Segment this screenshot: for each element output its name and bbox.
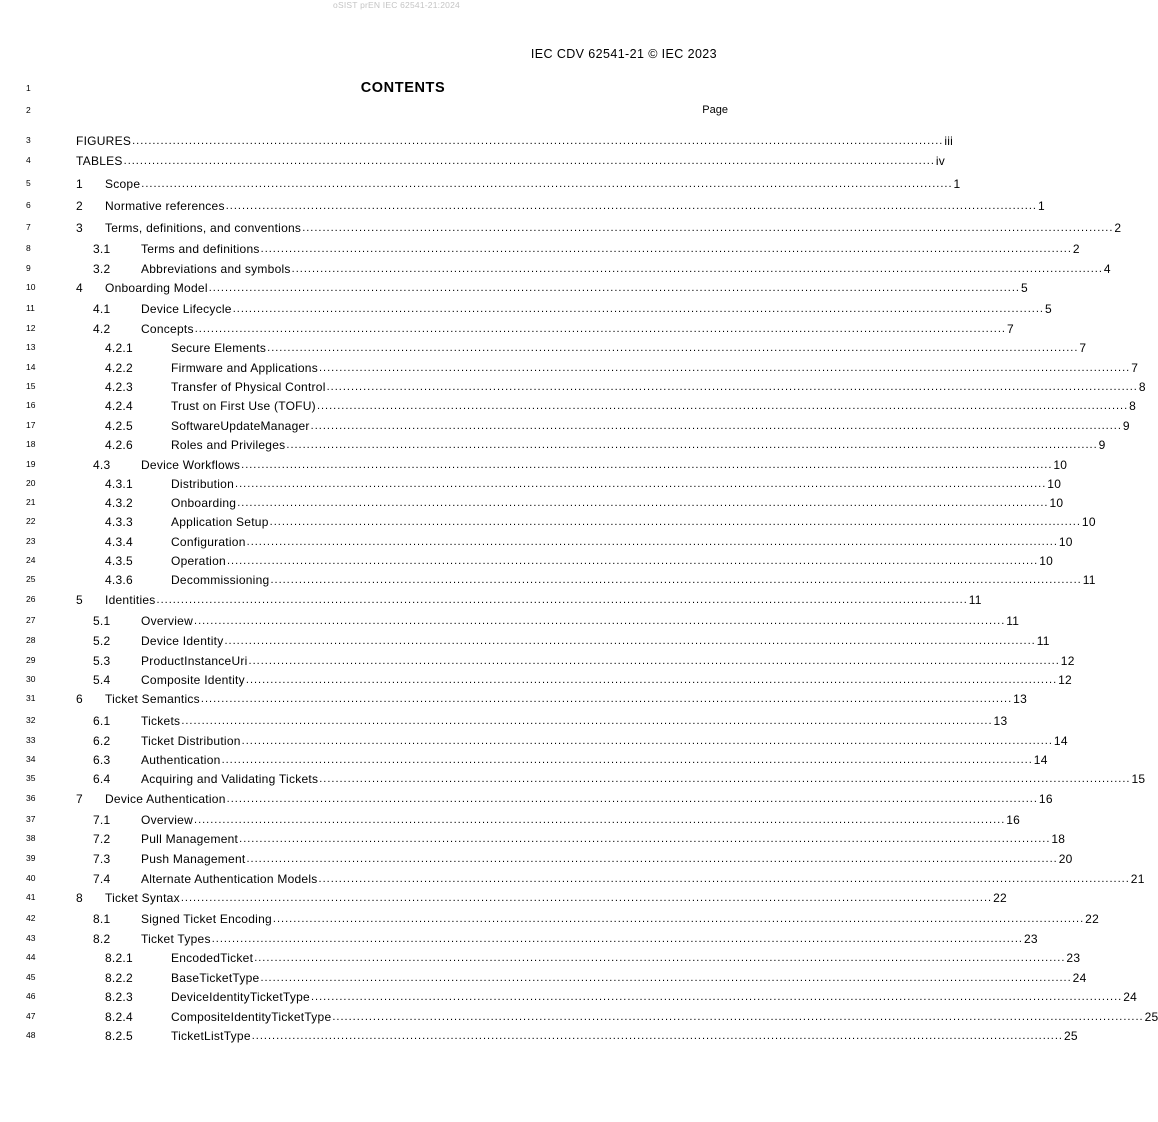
toc-entry-page: 13: [993, 714, 1008, 728]
dot-leader: ........................................................................................................................................................................................................: [291, 263, 1103, 275]
dot-leader: ........................................................................................................................................................................................................: [326, 381, 1138, 393]
toc-entry-page: 8: [1138, 380, 1146, 394]
toc-entry-title: Transfer of Physical Control: [171, 380, 326, 394]
line-number: 44: [26, 952, 36, 962]
toc-entry-page: iii: [944, 134, 954, 148]
toc-entry[interactable]: [105, 339, 1087, 355]
toc-entry[interactable]: [93, 712, 1008, 728]
dot-leader: ........................................................................................................................................................................................................: [286, 439, 1098, 451]
toc-entry[interactable]: [93, 751, 1048, 767]
toc-entry-title: Identities: [105, 593, 156, 607]
line-number: 29: [26, 655, 36, 665]
toc-entry-page: 5: [1020, 281, 1028, 295]
toc-entry-title: Overview: [141, 614, 194, 628]
line-number: 7: [26, 222, 31, 232]
toc-entry-number: 5.4: [93, 673, 111, 687]
dot-leader: ........................................................................................................................................................................................................: [194, 615, 1006, 627]
toc-entry-page: 1: [953, 177, 961, 191]
toc-entry-number: 4.2.1: [105, 341, 133, 355]
toc-entry-number: 8.2: [93, 932, 111, 946]
toc-entry-number: 4.1: [93, 302, 111, 316]
toc-entry-title: BaseTicketType: [171, 971, 260, 985]
toc-entry-page: 7: [1006, 322, 1014, 336]
line-number: 34: [26, 754, 36, 764]
dot-leader: ........................................................................................................................................................................................................: [194, 814, 1006, 826]
toc-entry-number: 4.2.3: [105, 380, 133, 394]
toc-entry-title: FIGURES: [76, 134, 132, 148]
document-header: IEC CDV 62541-21 © IEC 2023: [530, 47, 717, 61]
toc-entry-title: Normative references: [105, 199, 225, 213]
line-number: 42: [26, 913, 36, 923]
toc-entry[interactable]: [93, 850, 1073, 866]
toc-entry-page: 12: [1060, 654, 1075, 668]
dot-leader: ........................................................................................................................................................................................................: [156, 594, 968, 606]
line-number: 37: [26, 814, 36, 824]
toc-entry-number: 7: [76, 792, 83, 806]
toc-entry-title: Firmware and Applications: [171, 361, 318, 375]
toc-entry-number: 7.2: [93, 832, 111, 846]
toc-entry-page: 9: [1098, 438, 1106, 452]
toc-entry[interactable]: [105, 513, 1096, 529]
toc-entry[interactable]: [105, 494, 1064, 510]
toc-entry[interactable]: [105, 378, 1146, 394]
toc-entry-page: 11: [1036, 634, 1050, 648]
toc-entry-title: Ticket Types: [141, 932, 211, 946]
toc-entry-title: Device Lifecycle: [141, 302, 232, 316]
dot-leader: ........................................................................................................................................................................................................: [224, 635, 1036, 647]
toc-entry-number: 4.3.2: [105, 496, 133, 510]
line-number: 8: [26, 243, 31, 253]
toc-entry-title: CompositeIdentityTicketType: [171, 1010, 332, 1024]
toc-entry-number: 7.4: [93, 872, 111, 886]
dot-leader: ........................................................................................................................................................................................................: [248, 655, 1060, 667]
line-number: 3: [26, 135, 31, 145]
dot-leader: ........................................................................................................................................................................................................: [211, 933, 1023, 945]
toc-entry-page: 5: [1044, 302, 1052, 316]
line-number: 1: [26, 83, 31, 93]
toc-entry-number: 8.2.2: [105, 971, 133, 985]
toc-entry-title: Composite Identity: [141, 673, 245, 687]
toc-entry-page: 22: [1085, 912, 1100, 926]
toc-entry-page: 14: [1033, 753, 1048, 767]
line-number: 47: [26, 1011, 36, 1021]
toc-entry-title: Pull Management: [141, 832, 239, 846]
toc-entry-number: 3.1: [93, 242, 111, 256]
toc-entry[interactable]: [105, 949, 1081, 965]
line-number: 28: [26, 635, 36, 645]
line-number: 21: [26, 497, 36, 507]
toc-entry[interactable]: [76, 219, 1122, 235]
contents-title: CONTENTS: [360, 80, 446, 96]
toc-entry-number: 5.1: [93, 614, 111, 628]
toc-entry[interactable]: [93, 612, 1020, 628]
toc-entry[interactable]: [105, 397, 1137, 413]
toc-entry[interactable]: [93, 910, 1100, 926]
toc-entry-title: Onboarding: [171, 496, 237, 510]
line-number: 11: [26, 303, 35, 313]
toc-entry-title: Push Management: [141, 852, 246, 866]
toc-entry-title: Configuration: [171, 535, 246, 549]
toc-entry[interactable]: [76, 175, 961, 191]
dot-leader: ........................................................................................................................................................................................................: [332, 1011, 1144, 1023]
toc-entry[interactable]: [76, 197, 1045, 213]
toc-entry-number: 4.3.1: [105, 477, 133, 491]
toc-entry-page: 11: [1082, 573, 1096, 587]
toc-entry-page: 2: [1072, 242, 1080, 256]
toc-entry-title: Ticket Distribution: [141, 734, 241, 748]
toc-entry-number: 2: [76, 199, 83, 213]
toc-entry-number: 6.2: [93, 734, 111, 748]
toc-entry[interactable]: [93, 830, 1066, 846]
dot-leader: ........................................................................................................................................................................................................: [237, 497, 1049, 509]
toc-entry-title: Device Identity: [141, 634, 224, 648]
toc-entry[interactable]: [105, 359, 1139, 375]
toc-entry-number: 4.2.2: [105, 361, 133, 375]
line-number: 48: [26, 1030, 36, 1040]
toc-entry-number: 5: [76, 593, 83, 607]
toc-entry-page: 9: [1122, 419, 1130, 433]
toc-entry[interactable]: [93, 260, 1111, 276]
toc-entry-title: Device Authentication: [105, 792, 226, 806]
line-number: 17: [26, 420, 36, 430]
toc-entry-page: 10: [1058, 535, 1073, 549]
line-number: 14: [26, 362, 36, 372]
dot-leader: ........................................................................................................................................................................................................: [272, 913, 1085, 925]
toc-entry-page: 11: [1006, 614, 1020, 628]
dot-leader: ........................................................................................................................................................................................................: [260, 243, 1072, 255]
line-number: 38: [26, 833, 36, 843]
dot-leader: ........................................................................................................................................................................................................: [181, 715, 993, 727]
line-number: 31: [26, 693, 36, 703]
toc-entry-page: 24: [1072, 971, 1087, 985]
dot-leader: ........................................................................................................................................................................................................: [239, 833, 1051, 845]
line-number: 2: [26, 105, 31, 115]
toc-entry-page: 10: [1039, 554, 1054, 568]
toc-entry-number: 8.2.1: [105, 951, 133, 965]
toc-entry-title: Trust on First Use (TOFU): [171, 399, 316, 413]
toc-entry-title: ProductInstanceUri: [141, 654, 248, 668]
dot-leader: ........................................................................................................................................................................................................: [194, 323, 1006, 335]
toc-entry-title: Application Setup: [171, 515, 269, 529]
toc-entry-number: 4.2: [93, 322, 111, 336]
toc-entry-page: 16: [1038, 792, 1053, 806]
dot-leader: ........................................................................................................................................................................................................: [141, 178, 953, 190]
toc-entry-title: Alternate Authentication Models: [141, 872, 318, 886]
toc-entry-title: EncodedTicket: [171, 951, 254, 965]
toc-entry-title: Device Workflows: [141, 458, 241, 472]
toc-entry-title: Decommissioning: [171, 573, 270, 587]
dot-leader: ........................................................................................................................................................................................................: [235, 478, 1047, 490]
line-number: 16: [26, 400, 36, 410]
toc-entry[interactable]: [105, 436, 1106, 452]
toc-entry[interactable]: [76, 889, 1007, 905]
line-number: 46: [26, 991, 36, 1001]
toc-entry[interactable]: [105, 1008, 1158, 1024]
line-number: 19: [26, 459, 36, 469]
watermark: oSIST prEN IEC 62541-21:2024: [333, 0, 460, 10]
toc-entry[interactable]: [93, 320, 1014, 336]
toc-entry[interactable]: [105, 1027, 1078, 1043]
toc-entry[interactable]: [76, 279, 1028, 295]
toc-entry-number: 8.2.5: [105, 1029, 133, 1043]
dot-leader: ........................................................................................................................................................................................................: [269, 516, 1081, 528]
toc-entry[interactable]: [93, 770, 1146, 786]
toc-entry-page: 11: [968, 593, 982, 607]
toc-entry-page: 25: [1144, 1010, 1158, 1024]
toc-entry-page: 21: [1130, 872, 1145, 886]
page-column-label: Page: [702, 104, 728, 116]
line-number: 26: [26, 594, 36, 604]
toc-entry-title: Signed Ticket Encoding: [141, 912, 272, 926]
toc-entry[interactable]: [93, 671, 1072, 687]
line-number: 9: [26, 263, 31, 273]
line-number: 15: [26, 381, 36, 391]
line-number: 33: [26, 735, 36, 745]
toc-entry[interactable]: [105, 969, 1087, 985]
toc-entry-number: 8.1: [93, 912, 111, 926]
line-number: 39: [26, 853, 36, 863]
toc-entry-title: SoftwareUpdateManager: [171, 419, 310, 433]
dot-leader: ........................................................................................................................................................................................................: [260, 972, 1072, 984]
toc-entry-page: 1: [1037, 199, 1045, 213]
dot-leader: ........................................................................................................................................................................................................: [318, 362, 1131, 374]
line-number: 32: [26, 715, 36, 725]
line-number: 20: [26, 478, 36, 488]
toc-entry-page: 18: [1051, 832, 1066, 846]
line-number: 41: [26, 892, 36, 902]
line-number: 30: [26, 674, 36, 684]
toc-entry-page: 8: [1129, 399, 1137, 413]
line-number: 18: [26, 439, 36, 449]
line-number: 40: [26, 873, 36, 883]
toc-entry-number: 6: [76, 692, 83, 706]
toc-entry-page: 12: [1058, 673, 1072, 687]
toc-entry-number: 4.3.6: [105, 573, 133, 587]
line-number: 10: [26, 282, 36, 292]
toc-entry-page: 10: [1081, 515, 1096, 529]
toc-entry[interactable]: [105, 571, 1096, 587]
toc-entry-page: iv: [935, 154, 946, 168]
dot-leader: ........................................................................................................................................................................................................: [318, 873, 1130, 885]
line-number: 43: [26, 933, 36, 943]
line-number: 5: [26, 178, 31, 188]
toc-entry-number: 4.2.5: [105, 419, 133, 433]
toc-entry[interactable]: [93, 870, 1145, 886]
dot-leader: ........................................................................................................................................................................................................: [225, 200, 1037, 212]
toc-entry-number: 6.3: [93, 753, 111, 767]
toc-entry-number: 8: [76, 891, 83, 905]
dot-leader: ........................................................................................................................................................................................................: [232, 303, 1044, 315]
dot-leader: ........................................................................................................................................................................................................: [310, 991, 1123, 1003]
toc-entry[interactable]: [93, 652, 1075, 668]
toc-entry-number: 6.4: [93, 772, 111, 786]
toc-entry-title: Roles and Privileges: [171, 438, 286, 452]
toc-entry[interactable]: [93, 732, 1068, 748]
dot-leader: ........................................................................................................................................................................................................: [208, 282, 1020, 294]
dot-leader: ........................................................................................................................................................................................................: [226, 793, 1038, 805]
toc-entry-number: 5.2: [93, 634, 111, 648]
toc-entry-number: 5.3: [93, 654, 111, 668]
toc-entry-number: 7.3: [93, 852, 111, 866]
toc-entry-page: 23: [1066, 951, 1081, 965]
toc-entry[interactable]: [93, 632, 1050, 648]
toc-entry-page: 7: [1131, 361, 1139, 375]
toc-entry-number: 8.2.4: [105, 1010, 133, 1024]
toc-entry-title: Terms, definitions, and conventions: [105, 221, 302, 235]
toc-entry-number: 4: [76, 281, 83, 295]
dot-leader: ........................................................................................................................................................................................................: [245, 674, 1058, 686]
toc-entry-page: 20: [1058, 852, 1073, 866]
toc-entry[interactable]: [76, 132, 954, 148]
toc-entry-title: Acquiring and Validating Tickets: [141, 772, 319, 786]
dot-leader: ........................................................................................................................................................................................................: [267, 342, 1079, 354]
dot-leader: ........................................................................................................................................................................................................: [200, 693, 1013, 705]
toc-entry-number: 7.1: [93, 813, 111, 827]
toc-entry-title: Ticket Semantics: [105, 692, 200, 706]
toc-entry-number: 4.3.4: [105, 535, 133, 549]
toc-entry-page: 7: [1079, 341, 1087, 355]
toc-entry-page: 10: [1053, 458, 1068, 472]
dot-leader: ........................................................................................................................................................................................................: [180, 892, 993, 904]
toc-entry-page: 24: [1123, 990, 1138, 1004]
toc-entry-page: 25: [1063, 1029, 1078, 1043]
toc-entry-number: 8.2.3: [105, 990, 133, 1004]
toc-entry[interactable]: [93, 456, 1068, 472]
toc-entry-title: Terms and definitions: [141, 242, 260, 256]
toc-entry[interactable]: [105, 417, 1130, 433]
line-number: 25: [26, 574, 36, 584]
toc-entry[interactable]: [76, 690, 1028, 706]
line-number: 6: [26, 200, 31, 210]
toc-entry-page: 10: [1047, 477, 1062, 491]
toc-entry-title: Operation: [171, 554, 226, 568]
toc-entry-page: 10: [1049, 496, 1064, 510]
toc-entry-title: Distribution: [171, 477, 235, 491]
toc-entry-number: 1: [76, 177, 83, 191]
line-number: 23: [26, 536, 36, 546]
toc-entry[interactable]: [105, 552, 1054, 568]
toc-entry[interactable]: [93, 811, 1021, 827]
toc-entry-number: 4.2.4: [105, 399, 133, 413]
toc-entry-page: 15: [1131, 772, 1146, 786]
toc-entry-page: 13: [1013, 692, 1028, 706]
dot-leader: ........................................................................................................................................................................................................: [316, 400, 1129, 412]
toc-entry[interactable]: [93, 300, 1052, 316]
toc-entry[interactable]: [76, 152, 946, 168]
line-number: 22: [26, 516, 36, 526]
dot-leader: ........................................................................................................................................................................................................: [241, 735, 1053, 747]
toc-entry-number: 4.3.5: [105, 554, 133, 568]
toc-entry-title: Scope: [105, 177, 141, 191]
dot-leader: ........................................................................................................................................................................................................: [132, 135, 944, 147]
toc-entry-title: Authentication: [141, 753, 221, 767]
toc-entry-number: 3: [76, 221, 83, 235]
toc-entry-title: Concepts: [141, 322, 194, 336]
toc-entry[interactable]: [105, 533, 1073, 549]
toc-entry-title: Onboarding Model: [105, 281, 208, 295]
toc-entry-number: 6.1: [93, 714, 111, 728]
toc-entry-title: TABLES: [76, 154, 123, 168]
toc-entry-title: DeviceIdentityTicketType: [171, 990, 310, 1004]
dot-leader: ........................................................................................................................................................................................................: [221, 754, 1033, 766]
dot-leader: ........................................................................................................................................................................................................: [319, 773, 1131, 785]
toc-entry-page: 2: [1114, 221, 1122, 235]
line-number: 35: [26, 773, 36, 783]
toc-entry-page: 14: [1053, 734, 1068, 748]
toc-entry[interactable]: [93, 930, 1038, 946]
toc-entry-number: 4.2.6: [105, 438, 133, 452]
toc-entry[interactable]: [76, 591, 982, 607]
line-number: 13: [26, 342, 36, 352]
line-number: 27: [26, 615, 36, 625]
toc-entry-title: Abbreviations and symbols: [141, 262, 291, 276]
line-number: 4: [26, 155, 31, 165]
dot-leader: ........................................................................................................................................................................................................: [302, 222, 1114, 234]
dot-leader: ........................................................................................................................................................................................................: [270, 574, 1082, 586]
line-number: 24: [26, 555, 36, 565]
dot-leader: ........................................................................................................................................................................................................: [251, 1030, 1063, 1042]
toc-entry-title: Ticket Syntax: [105, 891, 180, 905]
toc-entry-title: Overview: [141, 813, 194, 827]
toc-entry-title: Tickets: [141, 714, 181, 728]
line-number: 36: [26, 793, 36, 803]
toc-entry-number: 4.3.3: [105, 515, 133, 529]
dot-leader: ........................................................................................................................................................................................................: [310, 420, 1122, 432]
toc-entry-page: 4: [1103, 262, 1111, 276]
toc-entry-number: 4.3: [93, 458, 111, 472]
line-number: 12: [26, 323, 36, 333]
toc-entry-page: 23: [1023, 932, 1038, 946]
toc-entry-title: Secure Elements: [171, 341, 267, 355]
toc-entry[interactable]: [105, 475, 1062, 491]
dot-leader: ........................................................................................................................................................................................................: [246, 536, 1058, 548]
dot-leader: ........................................................................................................................................................................................................: [241, 459, 1053, 471]
toc-entry-page: 16: [1006, 813, 1021, 827]
toc-entry[interactable]: [93, 240, 1080, 256]
toc-entry-page: 22: [993, 891, 1007, 905]
toc-entry-number: 3.2: [93, 262, 111, 276]
line-number: 45: [26, 972, 36, 982]
dot-leader: ........................................................................................................................................................................................................: [123, 155, 935, 167]
toc-entry[interactable]: [76, 790, 1053, 806]
toc-entry-title: TicketListType: [171, 1029, 251, 1043]
dot-leader: ........................................................................................................................................................................................................: [254, 952, 1066, 964]
toc-entry[interactable]: [105, 988, 1138, 1004]
dot-leader: ........................................................................................................................................................................................................: [226, 555, 1039, 567]
dot-leader: ........................................................................................................................................................................................................: [246, 853, 1058, 865]
